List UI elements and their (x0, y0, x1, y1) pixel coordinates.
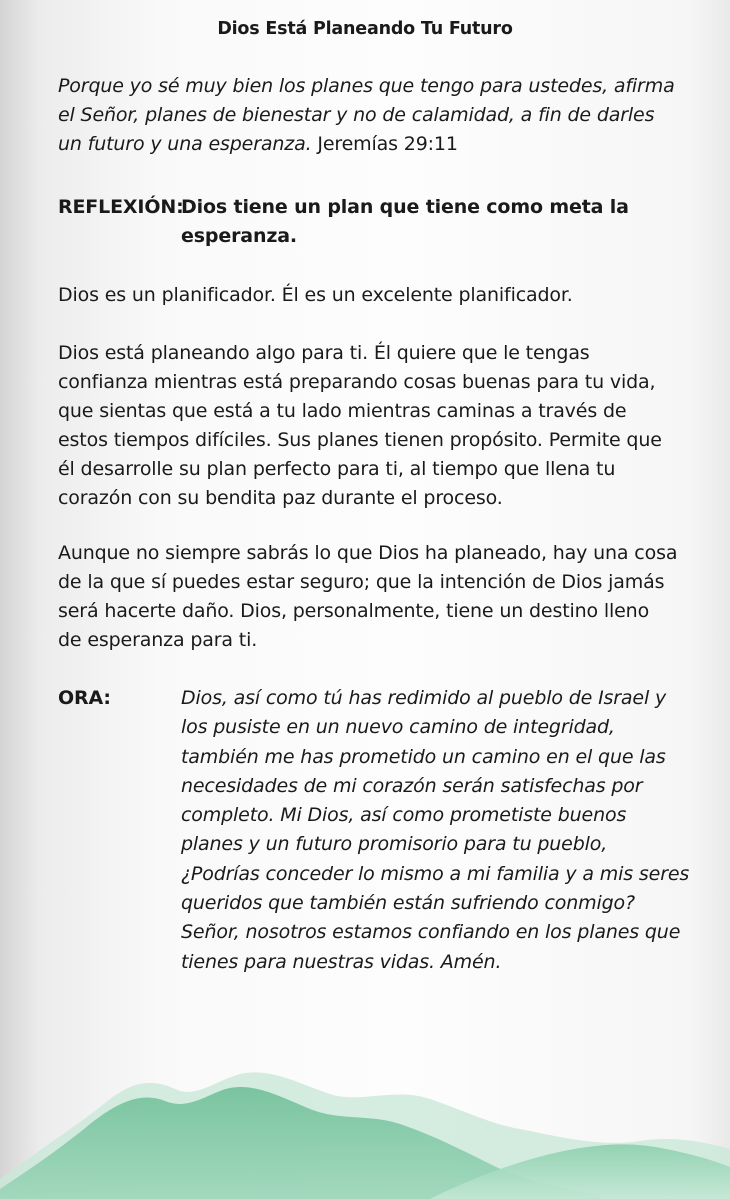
reflexion-label: REFLEXIÓN: (58, 196, 184, 218)
mountains-illustration (0, 1029, 730, 1199)
prayer-text: Dios, así como tú has redimido al pueblo de Israel y los pusiste en un nuevo camino de integridad, también me has prometido un camino en el que las necesidades de mi corazón serán satisfechas por completo. Mi Dios, así como prometiste buenos planes y un futuro promisorio para tu pueblo, ¿Podrías conceder lo mismo a mi familia y a mis seres queridos que también están sufriendo conmigo? Señor, nosotros estamos confiando en los planes que tienes para nuestras vidas. Amén. (181, 687, 690, 973)
page-title: Dios Está Planeando Tu Futuro (217, 19, 513, 39)
scripture-verse (58, 72, 678, 159)
verse-reference: Jeremías 29:11 (317, 133, 458, 155)
paragraph-3: Aunque no siempre sabrás lo que Dios ha planeado, hay una cosa de la que sí puedes estar seguro; que la intención de Dios jamás será hacerte daño. Dios, personalmente, tiene un destino lleno de esperanza para ti. (58, 542, 678, 651)
reflexion-text: Dios tiene un plan que tiene como meta la esperanza. (181, 196, 629, 247)
paragraph-1: Dios es un planificador. Él es un excelente planificador. (58, 284, 573, 306)
verse-text: Porque yo sé muy bien los planes que tengo para ustedes, afirma el Señor, planes de bienestar y no de calamidad, a fin de darles un futuro y una esperanza. (58, 75, 675, 155)
paragraph-2: Dios está planeando algo para ti. Él quiere que le tengas confianza mientras está preparando cosas buenas para tu vida, que sientas que está a tu lado mientras caminas a través de estos tiempos difíciles. Sus planes tienen propósito. Permite que él desarrolle su plan perfecto para ti, al tiempo que llena tu corazón con su bendita paz durante el proceso. (58, 342, 662, 509)
ora-label: ORA: (58, 687, 111, 709)
